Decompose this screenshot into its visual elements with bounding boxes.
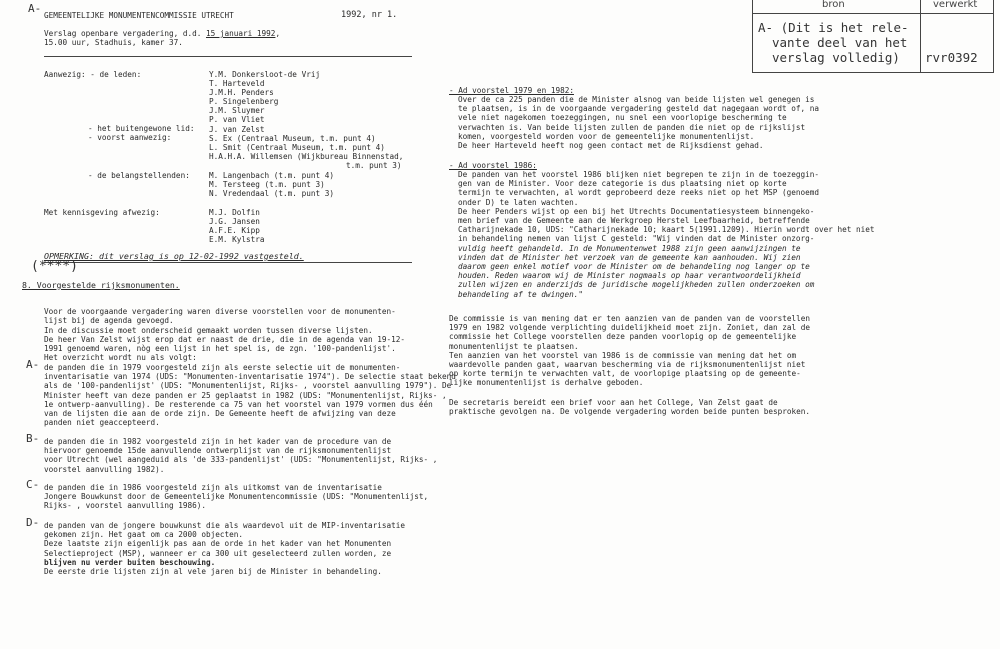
ad-1986-line: men brief van de Gemeente aan de Werkgroep Herstel Leefbaarheid, betreffende	[458, 216, 810, 226]
ad-1986-heading	[449, 161, 537, 170]
conclusion-line: 1979 en 1982 volgende verplichting duidelijkheid moet zijn. Zoniet, dan zal de	[449, 323, 811, 333]
closing-line: De secretaris bereidt een brief voor aan het College, Van Zelst gaat de	[449, 398, 778, 407]
meeting-line-1-pre: Verslag openbare vergadering, d.d.	[44, 29, 206, 38]
ad-1986-line: Catharijnekade 10, UDS: "Catharijnekade 10; kaart 5(1991.1209). Hierin wordt over het niet	[458, 225, 875, 235]
absent-member: A.F.E. Kipp	[209, 226, 260, 236]
stamp-code: rvr0392	[925, 50, 978, 65]
ad-1986-quote-line: vinden dat de Minister het verzoek van de gemeente kan aanhouden. Wij zien	[458, 252, 801, 262]
intro-line: Het overzicht wordt nu als volgt:	[44, 353, 197, 363]
also-member: H.A.H.A. Willemsen (Wijkbureau Binnenstad,	[209, 151, 404, 161]
stamp-header-rule	[752, 13, 993, 14]
ad-1979-line: Over de ca 225 panden die de Minister alsnog van beide lijsten wel genegen is	[458, 95, 815, 104]
ad-1979-line: De heer Harteveld heeft nog geen contact met de Rijksdienst gehad.	[458, 141, 764, 151]
header-rule	[44, 56, 412, 57]
member: T. Harteveld	[209, 79, 265, 89]
ad-1979-line: te plaatsen, is in de voorgaande vergadering gesteld dat nagegaan wordt of, na	[458, 104, 820, 114]
stamp-divider	[920, 0, 921, 73]
ad-1979-text	[458, 95, 819, 150]
ad-1979-line: komen, voorgesteld worden voor de gemeentelijke monumentenlijst.	[458, 131, 755, 141]
ad-1986-quote-line: daarom geen enkel motief voor de Minister om de behandeling nog langer op te	[458, 262, 810, 272]
intro-line: 1991 genoemd waren, nòg een lijst in het spel is, de zgn. '100-pandenlijst'.	[44, 344, 396, 354]
handwritten-stars: (****)	[31, 259, 78, 274]
absent-list	[209, 208, 265, 244]
ad-1986-line: gen van de Minister. Voor deze categorie is dus plaatsing niet op korte	[458, 179, 787, 189]
item-b-line: voorstel aanvulling 1982).	[44, 464, 165, 474]
conclusion-line: waardevolle panden gaat, waarvan bescherming via de rijksmonumentenlijst niet	[449, 360, 806, 370]
member: P. van Vliet	[209, 115, 265, 125]
absent-member: E.M. Kylstra	[209, 235, 265, 245]
item-c-text	[44, 483, 428, 511]
ad-1986-heading-text: - Ad voorstel 1986:	[449, 161, 537, 170]
member-list	[209, 70, 403, 170]
ad-1979-heading	[449, 86, 574, 95]
member: P. Singelenberg	[209, 97, 279, 107]
item-a-line: Minister heeft van deze panden er 25 geplaatst in 1982 (UDS: "Monumentenlijst, Rijks- ,	[44, 390, 447, 400]
ad-1986-text	[458, 170, 875, 299]
remark-line: OPMERKING: dit verslag is op 12-02-1992 vastgesteld.	[44, 251, 304, 261]
ad-1986-quote-line: vuldig heeft gehandeld. In de Monumentenwet 1988 zijn geen aanwijzingen te	[458, 243, 801, 253]
conclusion-line: lijke monumentenlijst is derhalve geboden.	[449, 378, 644, 388]
ad-1986-quote-line: behandeling af te dwingen."	[458, 289, 583, 299]
item-c-line: de panden die in 1986 voorgesteld zijn als uitkomst van de inventarisatie	[44, 483, 382, 492]
ad-1986-line: De panden van het voorstel 1986 blijken niet begrepen te zijn in de toezeggin-	[458, 170, 820, 179]
item-a-line: de panden die in 1979 voorgesteld zijn als eerste selectie uit de monumenten-	[44, 363, 401, 372]
extra-member: J. van Zelst	[209, 124, 265, 134]
meeting-line-1-post: ,	[275, 29, 281, 38]
item-b-line: voor Utrecht (wel aangeduid als 'de 333-pandenlijst' (UDS: "Monumentenlijst, Rijks- ,	[44, 455, 438, 465]
intro-line: lijst bij de agenda gevoegd.	[44, 316, 174, 326]
stamp-col-verwerkt: verwerkt	[933, 0, 978, 10]
item-b-line: de panden die in 1982 voorgesteld zijn in het kader van de procedure van de	[44, 437, 392, 446]
item-c-line: Rijks- , voorstel aanvulling 1986).	[44, 501, 206, 511]
ad-1986-line: De heer Penders wijst op een bij het Utrechts Documentatiesysteem binnengeko-	[458, 206, 815, 216]
interested-member: N. Vredendaal (t.m. punt 3)	[209, 189, 334, 199]
item-a-line: 1e ontwerp-aanvulling). De resterende ca 75 van het voorstel van 1979 vormen dus één	[44, 399, 433, 409]
intro-line: Voor de voorgaande vergadering waren diverse voorstellen voor de monumenten-	[44, 307, 396, 317]
conclusion-line: Ten aanzien van het voorstel van 1986 is de commissie van mening dat het om	[449, 350, 797, 360]
meeting-date: 15 januari 1992	[206, 29, 276, 38]
interested-member: M. Tersteeg (t.m. punt 3)	[209, 180, 325, 190]
conclusion-line: op korte termijn te verwachten valt, de voorlopige plaatsing op de gemeente-	[449, 369, 801, 379]
conclusion-line: monumentenlijst te plaatsen.	[449, 341, 579, 351]
stamp-note-3: verslag volledig)	[772, 50, 900, 65]
item-d-line: De eerste drie lijsten zijn al vele jaren bij de Minister in behandeling.	[44, 567, 382, 577]
header-ref: 1992, nr 1.	[341, 10, 398, 20]
item-b-marker: B-	[26, 432, 40, 445]
item-d-line: blijven nu verder buiten beschouwing.	[44, 557, 216, 567]
extra-label: - het buitengewone lid:	[88, 124, 195, 133]
also-member: L. Smit (Centraal Museum, t.m. punt 4)	[209, 142, 385, 152]
interested-list	[209, 171, 334, 198]
item-d-line: gekomen zijn. Het gaat om ca 2000 objecten.	[44, 530, 244, 540]
item-b-text	[44, 437, 437, 474]
ad-1979-heading-text: - Ad voorstel 1979 en 1982:	[449, 86, 574, 95]
stamp-note-2: vante deel van het	[772, 35, 908, 50]
item-d-line: de panden van de jongere bouwkunst die als waardevol uit de MIP-inventarisatie	[44, 521, 406, 530]
item-a-line: van de lijsten die aan de orde zijn. De Gemeente heeft de afwijzing van deze	[44, 409, 396, 419]
item-d-marker: D-	[26, 516, 40, 529]
item-d-text	[44, 521, 405, 576]
ad-1986-quote-line: zullen wijzen en anderzijds de juridische mogelijkheden zullen onderzoeken om	[458, 280, 815, 290]
conclusion-line: commissie het College voorstellen deze panden voorlopig op de gemeentelijke	[449, 332, 797, 342]
member: J.M.H. Penders	[209, 88, 274, 98]
ad-1979-line: vele niet nagekomen toezeggingen, nu snel een voorlopige bescherming te	[458, 113, 787, 123]
item-b-line: hiervoor genoemde 15de aanvullende ontwerplijst van de rijksmonumentenlijst	[44, 446, 392, 456]
also-member: t.m. punt 3)	[346, 160, 402, 170]
also-label: - voorst aanwezig:	[88, 133, 172, 142]
ad-1986-quote-line: houden. Reden waarom wij de Minister nogmaals op haar verantwoordelijkheid	[458, 271, 801, 281]
ad-1986-line: onder D) te laten wachten.	[458, 197, 579, 207]
meeting-line-1	[44, 29, 280, 38]
intro-line: De heer Van Zelst wijst erop dat er naast de drie, die in de agenda van 19-12-	[44, 334, 406, 344]
section-8-intro	[44, 298, 405, 362]
item-a-line: als de '100-pandenlijst' (UDS: "Monumentenlijst, Rijks- , voorstel aanvulling 1979"). De	[44, 381, 452, 391]
closing-text	[449, 398, 810, 416]
stamp-note-1: A- (Dit is het rele-	[758, 20, 909, 35]
present-label: Aanwezig: - de leden:	[44, 70, 142, 79]
closing-line: praktische gevolgen na. De volgende vergadering worden beide punten besproken.	[449, 407, 811, 417]
section-8-title: 8. Voorgestelde rijksmonumenten.	[22, 280, 180, 290]
item-d-line: Selectieproject (MSP), wanneer er ca 300 uit geselecteerd zullen worden, ze	[44, 548, 392, 558]
member: J.M. Sluymer	[209, 106, 265, 116]
interested-member: M. Langenbach (t.m. punt 4)	[209, 171, 334, 180]
meeting-line-2: 15.00 uur, Stadhuis, kamer 37.	[44, 38, 183, 47]
absent-label: Met kennisgeving afwezig:	[44, 208, 160, 217]
stamp-col-bron: bron	[822, 0, 845, 10]
conclusion-line: De commissie is van mening dat er ten aanzien van de panden van de voorstellen	[449, 314, 811, 323]
absent-member: M.J. Dolfin	[209, 208, 260, 217]
member: Y.M. Donkersloot-de Vrij	[209, 70, 321, 79]
item-a-line: inventarisatie van 1974 (UDS: "Monumenten-inventarisatie 1974"). De selectie staat bekend	[44, 372, 456, 382]
absent-member: J.G. Jansen	[209, 217, 260, 227]
interested-label: - de belangstellenden:	[88, 171, 190, 180]
conclusion-text	[449, 314, 810, 388]
item-c-marker: C-	[26, 478, 40, 491]
also-member: S. Ex (Centraal Museum, t.m. punt 4)	[209, 133, 376, 143]
item-a-text	[44, 363, 456, 427]
item-c-line: Jongere Bouwkunst door de Gemeentelijke Monumentencommissie (UDS: "Monumentenlijst,	[44, 492, 429, 502]
header-title: GEMEENTELIJKE MONUMENTENCOMMISSIE UTRECHT	[44, 11, 234, 20]
item-d-line: Deze laatste zijn eigenlijk pas aan de orde in het kader van het Monumenten	[44, 539, 392, 549]
item-a-marker: A-	[26, 358, 40, 371]
ad-1979-line: verwachten is. Van beide lijsten zullen de panden die niet op de rijkslijst	[458, 122, 806, 132]
item-a-line: panden niet geaccepteerd.	[44, 418, 160, 428]
remark-rule	[44, 262, 412, 263]
ad-1986-line: in behandeling nemen van lijst C gesteld: "Wij vinden dat de Minister onzorg-	[458, 234, 815, 244]
intro-line: In de discussie moet onderscheid gemaakt worden tussen diverse lijsten.	[44, 325, 373, 335]
header-marker: A-	[28, 2, 42, 15]
ad-1986-line: termijn te verwachten, al wordt geprobeerd deze reeks niet op het MSP (genoemd	[458, 188, 820, 198]
